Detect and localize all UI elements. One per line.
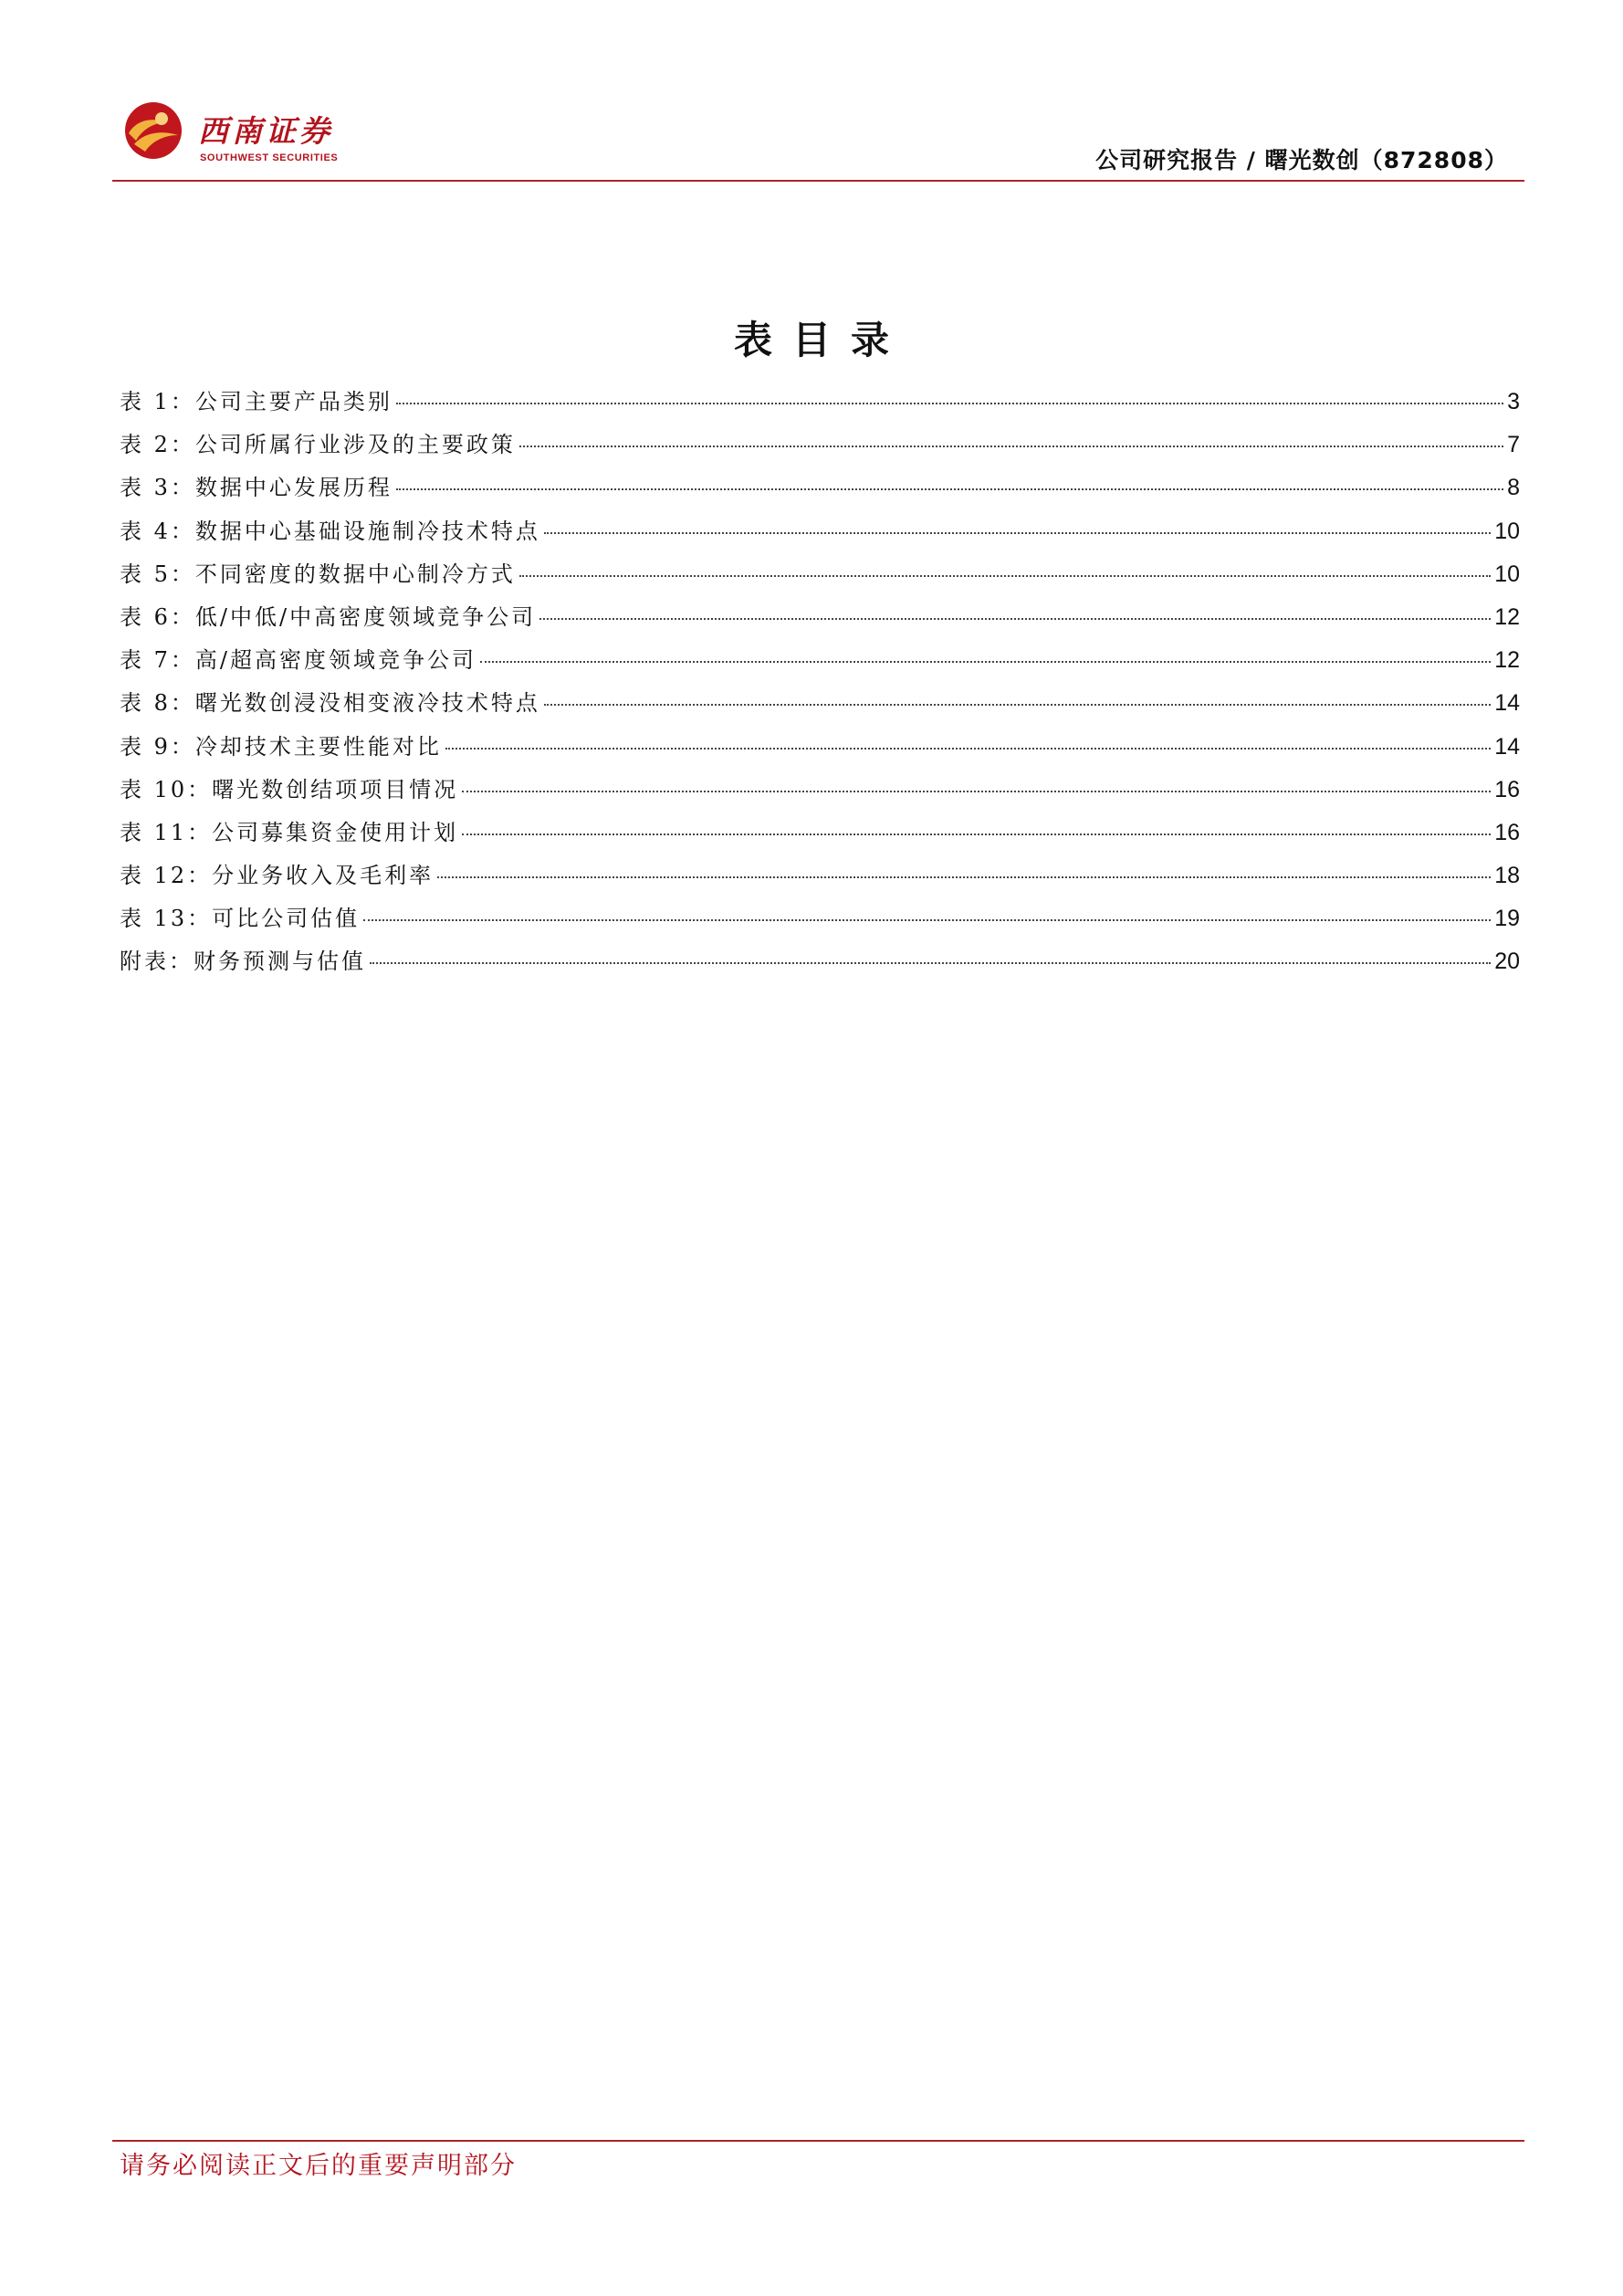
toc-entry-label: 表 2：公司所属行业涉及的主要政策: [120, 432, 516, 458]
company-logo: [123, 100, 361, 173]
page-header: [112, 95, 1524, 181]
toc-entry-label: 表 7：高/超高密度领域竞争公司: [120, 647, 476, 674]
toc-entry-page: 7: [1507, 432, 1520, 458]
toc-entry-label: 表 11：公司募集资金使用计划: [120, 819, 459, 845]
toc-entry-page: 20: [1494, 949, 1520, 975]
toc-entry-10[interactable]: [120, 771, 1520, 814]
page-title: 表目录: [733, 318, 909, 363]
logo-name-cn: 西南证券: [198, 113, 333, 149]
toc-leader-dots: [462, 791, 1491, 792]
toc-entry-9[interactable]: [120, 729, 1520, 771]
toc-entry-label: 表 3：数据中心发展历程: [120, 475, 393, 501]
toc-entry-label: 表 4：数据中心基础设施制冷技术特点: [120, 518, 540, 544]
toc-entry-12[interactable]: [120, 857, 1520, 900]
toc-entry-8[interactable]: [120, 685, 1520, 728]
toc-entry-5[interactable]: [120, 556, 1520, 599]
toc-leader-dots: [462, 833, 1491, 835]
toc-entry-13[interactable]: [120, 900, 1520, 943]
toc-entry-page: 14: [1494, 733, 1520, 760]
toc-entry-page: 16: [1494, 819, 1520, 845]
toc-entry-label: 表 12：分业务收入及毛利率: [120, 863, 435, 889]
toc-leader-dots: [396, 488, 1503, 490]
toc-entry-page: 19: [1494, 906, 1520, 932]
toc-leader-dots: [539, 618, 1491, 620]
toc-entry-page: 16: [1494, 776, 1520, 802]
report-type-label: 公司研究报告 / 曙光数创（872808）: [1095, 147, 1508, 173]
toc-leader-dots: [396, 403, 1503, 404]
toc-leader-dots: [363, 919, 1491, 921]
toc-entry-1[interactable]: [120, 383, 1520, 426]
toc-entry-label: 表 10：曙光数创结项项目情况: [120, 776, 459, 802]
toc-entry-label: 表 9：冷却技术主要性能对比: [120, 733, 442, 760]
toc-leader-dots: [480, 661, 1491, 663]
toc-leader-dots: [519, 446, 1503, 447]
toc-leader-dots: [519, 575, 1491, 577]
disclaimer-note: 请务必阅读正文后的重要声明部分: [120, 2152, 517, 2180]
logo-name-en: SOUTHWEST SECURITIES: [200, 152, 339, 163]
toc-entry-14[interactable]: [120, 943, 1520, 986]
toc-entry-4[interactable]: [120, 513, 1520, 556]
toc-entry-page: 14: [1494, 690, 1520, 717]
toc-leader-dots: [544, 532, 1491, 534]
toc-entry-page: 8: [1507, 475, 1520, 501]
footer-divider: [112, 2140, 1524, 2142]
toc-entry-page: 10: [1494, 561, 1520, 587]
toc-entry-label: 附表：财务预测与估值: [120, 949, 366, 975]
toc-entry-7[interactable]: [120, 642, 1520, 685]
header-divider: [112, 180, 1524, 182]
toc-entry-label: 表 13：可比公司估值: [120, 906, 361, 932]
toc-entry-6[interactable]: [120, 599, 1520, 642]
toc-entry-label: 表 6：低/中低/中高密度领域竞争公司: [120, 603, 537, 630]
toc-entry-11[interactable]: [120, 814, 1520, 857]
toc-entry-page: 12: [1494, 603, 1520, 630]
toc-entry-label: 表 5：不同密度的数据中心制冷方式: [120, 561, 516, 587]
toc-leader-dots: [544, 704, 1491, 706]
toc-entry-2[interactable]: [120, 426, 1520, 469]
sun-logo-icon: [123, 100, 183, 161]
toc-entry-3[interactable]: [120, 469, 1520, 512]
table-of-tables: [120, 383, 1520, 987]
toc-entry-page: 3: [1507, 389, 1520, 414]
toc-leader-dots: [370, 962, 1491, 964]
toc-entry-page: 12: [1494, 647, 1520, 674]
toc-leader-dots: [445, 748, 1491, 750]
toc-entry-page: 18: [1494, 863, 1520, 889]
toc-entry-label: 表 8：曙光数创浸没相变液冷技术特点: [120, 690, 540, 717]
toc-entry-page: 10: [1494, 518, 1520, 544]
toc-entry-label: 表 1：公司主要产品类别: [120, 389, 393, 414]
toc-leader-dots: [437, 876, 1491, 878]
